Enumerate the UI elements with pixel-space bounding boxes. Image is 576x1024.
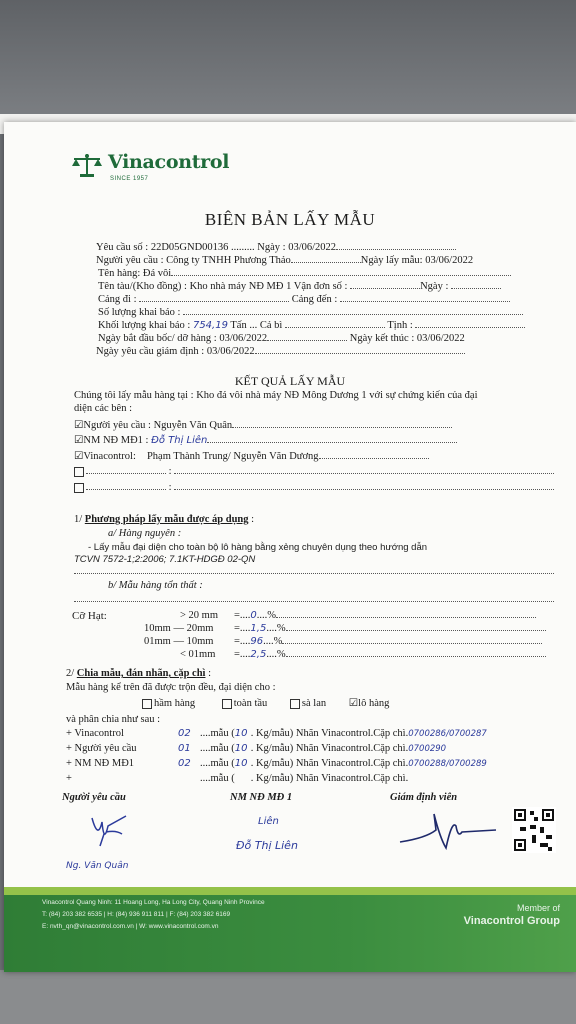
method-dots-2: [74, 594, 554, 606]
method-heading: 1/ Phương pháp lấy mẫu được áp dụng :: [74, 514, 255, 525]
company-logo: [70, 152, 229, 178]
footer-contact: E: nvth_qn@vinacontrol.com.vn | W: www.vinacontrol.com.vn: [42, 923, 219, 930]
witness-blank-2: :: [74, 482, 554, 494]
checkbox: [222, 699, 232, 709]
line-port: Cảng đi : Cảng đến :: [98, 294, 510, 306]
check-icon: ☑: [74, 435, 84, 446]
witness-vinacontrol: ☑Vinacontrol: Phạm Thành Trung/ Nguyễn Văn Dương: [74, 451, 429, 463]
requester-name: Ng. Văn Quân: [66, 861, 129, 871]
check-icon: ☑: [74, 420, 84, 431]
split-row: + Vinacontrol 02 ....mẫu (10 . Kg/mẫu) Nhãn Vinacontrol.Cặp chì.0700286/0700287: [66, 728, 487, 739]
footer-member: Member of: [516, 903, 560, 913]
witness-plant: ☑NM NĐ MĐ1 : Đỗ Thị Liên: [74, 435, 457, 447]
line-quantity: Số lượng khai báo :: [98, 307, 523, 319]
result-intro-2: diện các bên :: [74, 403, 133, 414]
company-since: SINCE 1957: [110, 176, 149, 182]
footer-phone: T: (84) 203 382 6535 | H: (84) 936 911 811 | F: (84) 203 382 6169: [42, 911, 231, 918]
company-name: Vinacontrol: [108, 151, 230, 173]
split-row: + Người yêu cầu 01 ....mẫu (10 . Kg/mẫu) Nhãn Vinacontrol.Cặp chì.0700290: [66, 743, 447, 754]
grain-row: < 01mm =....2,5....%: [180, 649, 546, 661]
footer-group: Vinacontrol Group: [463, 915, 560, 927]
plant-name: Đỗ Thị Liên: [236, 839, 298, 852]
signature-inspector: [396, 808, 506, 856]
footer-address: Vinacontrol Quang Ninh: 11 Hoang Long, Ha Long City, Quang Ninh Province: [42, 899, 265, 906]
line-inspect: Ngày yêu cầu giám định : 03/06/2022: [96, 346, 465, 358]
method-sub-b: b/ Mẫu hàng tổn thất :: [108, 580, 203, 591]
check-icon: ☑: [74, 451, 84, 462]
checkbox: [74, 467, 84, 477]
checkbox: [74, 483, 84, 493]
document-page: [4, 122, 576, 972]
result-intro-1: Chúng tôi lấy mẫu hàng tại : Kho đá vôi nhà máy NĐ Mông Dương 1 với sự chứng kiến của đại: [74, 390, 478, 401]
signer-inspector: Giám định viên: [390, 792, 458, 803]
page-title: BIÊN BẢN LẤY MẪU: [204, 210, 376, 229]
split-options: hầm hàng toàn tầu sà lan ☑lô hàng: [142, 698, 389, 710]
split-row: + ....mẫu ( . Kg/mẫu) Nhãn Vinacontrol.Cặp chì.: [66, 773, 409, 784]
checkbox: [142, 699, 152, 709]
grain-row: 01mm — 10mm =....96....%: [144, 636, 542, 648]
checkbox: [290, 699, 300, 709]
signature-requester: [86, 810, 136, 850]
result-title: KẾT QUẢ LẤY MẪU: [234, 374, 346, 388]
method-desc-1: - Lấy mẫu đại diện cho toàn bộ lô hàng bằng xẻng chuyên dụng theo hướng dẫn: [88, 542, 428, 553]
split-heading: 2/ Chia mẫu, đán nhãn, cặp chì :: [66, 668, 212, 679]
plant-signature: Liên: [258, 816, 279, 827]
scale-icon: [70, 152, 104, 178]
qr-code-icon: [512, 807, 556, 853]
footer-stripe: [4, 887, 576, 895]
grain-row: > 20 mm =....0....%: [180, 610, 536, 622]
signer-requester: Người yêu cầu: [62, 792, 126, 803]
witness-requester: ☑Người yêu cầu : Nguyễn Văn Quân: [74, 420, 452, 432]
footer: [4, 887, 576, 972]
split-mixed: Mẫu hàng kể trên đã được trộn đều, đại diện cho :: [66, 682, 276, 693]
line-requester: Người yêu cầu : Công ty TNHH Phương Thảo Ngày lấy mẫu: 03/06/2022: [96, 255, 474, 266]
line-goods: Tên hàng: Đá vôi: [98, 268, 511, 280]
split-row: + NM NĐ MĐ1 02 ....mẫu (10 . Kg/mẫu) Nhãn Vinacontrol.Cặp chì.0700288/0700289: [66, 758, 487, 769]
signer-plant: NM NĐ MĐ 1: [230, 792, 293, 803]
method-desc-2: TCVN 7572-1;2:2006; 7.1KT-HDGĐ 02-QN: [74, 554, 256, 565]
witness-blank-1: :: [74, 466, 554, 478]
split-distribute: và phân chia như sau :: [66, 714, 161, 725]
line-dates: Ngày bắt đầu bốc/ dỡ hàng : 03/06/2022 Ngày kết thúc : 03/06/2022: [98, 333, 465, 344]
line-weight: Khối lượng khai báo : 754,19 Tấn ... Cả bì Tịnh :: [98, 320, 525, 332]
line-request: Yêu cầu số : 22D05GND00136 ......... Ngày : 03/06/2022: [96, 242, 456, 254]
background-bottom: [0, 970, 576, 1024]
method-sub-a: a/ Hàng nguyên :: [108, 528, 182, 539]
grain-label: Cỡ Hạt:: [72, 610, 107, 622]
check-icon: ☑: [348, 698, 359, 709]
line-vessel: Tên tàu/(Kho đồng) : Kho nhà máy NĐ MĐ 1 Vận đơn số : Ngày :: [98, 281, 501, 293]
grain-row: 10mm — 20mm =....1,5....%: [144, 623, 546, 635]
method-dots: [74, 566, 554, 578]
background-top: [0, 0, 576, 120]
